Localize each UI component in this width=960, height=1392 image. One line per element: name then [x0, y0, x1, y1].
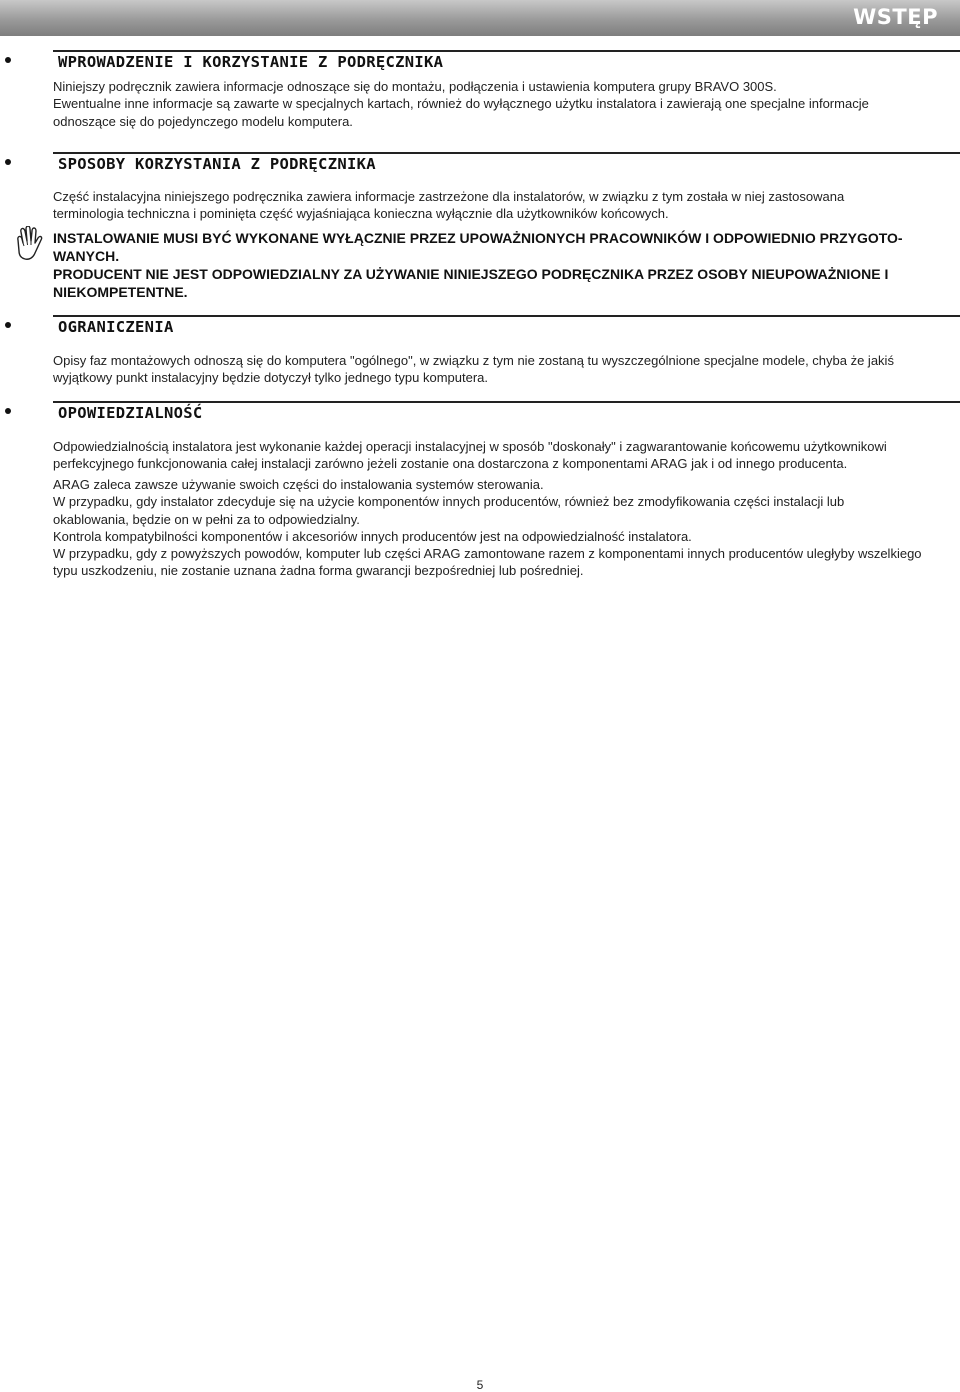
usage-paragraph: [53, 188, 960, 223]
section-heading-responsibility: [0, 401, 960, 421]
section-heading-intro: [0, 50, 960, 70]
page-title: WSTĘP: [853, 5, 938, 29]
text-line: W przypadku, gdy z powyższych powodów, komputer lub części ARAG zamontowane razem z komponentami innych producentów uległyby wszelkiego: [53, 546, 922, 562]
text-line: W przypadku, gdy instalator zdecyduje się na użycie komponentów innych producentów, również bez zmodyfikowania części instalacji lub: [53, 494, 845, 510]
section-divider: [53, 152, 960, 154]
text-line: INSTALOWANIE MUSI BYĆ WYKONANE WYŁĄCZNIE PRZEZ UPOWAŻNIONYCH PRACOWNIKÓW I ODPOWIEDNIO PRZYGOTO-: [53, 230, 903, 246]
header-bar: [0, 0, 960, 36]
intro-paragraph: [53, 78, 960, 130]
bullet-icon: [5, 408, 11, 414]
section-divider: [53, 401, 960, 403]
section-divider: [53, 315, 960, 317]
section-divider: [53, 50, 960, 52]
text-line: Część instalacyjna niniejszego podręcznika zawiera informacje zastrzeżone dla instalatorów, w związku z tym została w niej zastosowana: [53, 189, 845, 204]
section-title: OPOWIEDZIALNOŚĆ: [58, 404, 203, 422]
section-title: SPOSOBY KORZYSTANIA Z PODRĘCZNIKA: [58, 155, 376, 173]
responsibility-paragraph-2: [53, 476, 960, 580]
text-line: wyjątkowy punkt instalacyjny będzie dotyczył tylko jednego typu komputera.: [53, 370, 488, 386]
bullet-icon: [5, 159, 11, 165]
limitations-paragraph: [53, 352, 960, 387]
text-line: Ewentualne inne informacje są zawarte w specjalnych kartach, również do wyłącznego użytku instalatora i zawierają one specjalne informacje: [53, 96, 869, 112]
section-title: OGRANICZENIA: [58, 318, 174, 336]
text-line: Niniejszy podręcznik zawiera informacje odnoszące się do montażu, podłączenia i ustawienia komputera grupy BRAVO 300S.: [53, 79, 777, 94]
text-line: Opisy faz montażowych odnoszą się do komputera "ogólnego", w związku z tym nie zostaną tu wyszczególnione specjalne modele, chyba że jakiś: [53, 353, 894, 368]
section-title: WPROWADZENIE I KORZYSTANIE Z PODRĘCZNIKA: [58, 53, 444, 71]
section-heading-limitations: [0, 315, 960, 335]
text-line: PRODUCENT NIE JEST ODPOWIEDZIALNY ZA UŻYWANIE NINIEJSZEGO PODRĘCZNIKA PRZEZ OSOBY NIEUPOWAŻNIONE I: [53, 266, 889, 282]
text-line: WANYCH.: [53, 248, 120, 264]
hand-icon: [12, 226, 46, 262]
text-line: okablowania, będzie on w pełni za to odpowiedzialny.: [53, 511, 360, 527]
text-line: terminologia techniczna i pominięta część wyjaśniająca konieczna wyłącznie dla użytkowników końcowych.: [53, 206, 669, 222]
section-heading-usage: [0, 152, 960, 172]
text-line: ARAG zaleca zawsze używanie swoich części do instalowania systemów sterowania.: [53, 477, 544, 492]
page-number: 5: [476, 1378, 484, 1392]
bullet-icon: [5, 322, 11, 328]
bullet-icon: [5, 57, 11, 63]
responsibility-paragraph-1: [53, 438, 960, 473]
text-line: NIEKOMPETENTNE.: [53, 284, 188, 300]
warning-installers: [53, 229, 960, 265]
text-line: odnoszące się do pojedynczego modelu komputera.: [53, 113, 353, 129]
text-line: Odpowiedzialnością instalatora jest wykonanie każdej operacji instalacyjnej w sposób "doskonały" i zagwarantowanie końcowemu użytkownikowi: [53, 439, 887, 454]
text-line: typu uszkodzeniu, nie zostanie uznana żadna forma gwarancji bezpośredniej lub pośredniej.: [53, 563, 584, 579]
text-line: perfekcyjnego funkcjonowania całej instalacji zarówno jeżeli zostanie ona dostarczona z komponentami ARAG jak i od innego producenta.: [53, 456, 848, 472]
text-line: Kontrola kompatybilności komponentów i akcesoriów innych producentów jest na odpowiedzialność instalatora.: [53, 528, 692, 544]
warning-producer: [53, 265, 960, 301]
